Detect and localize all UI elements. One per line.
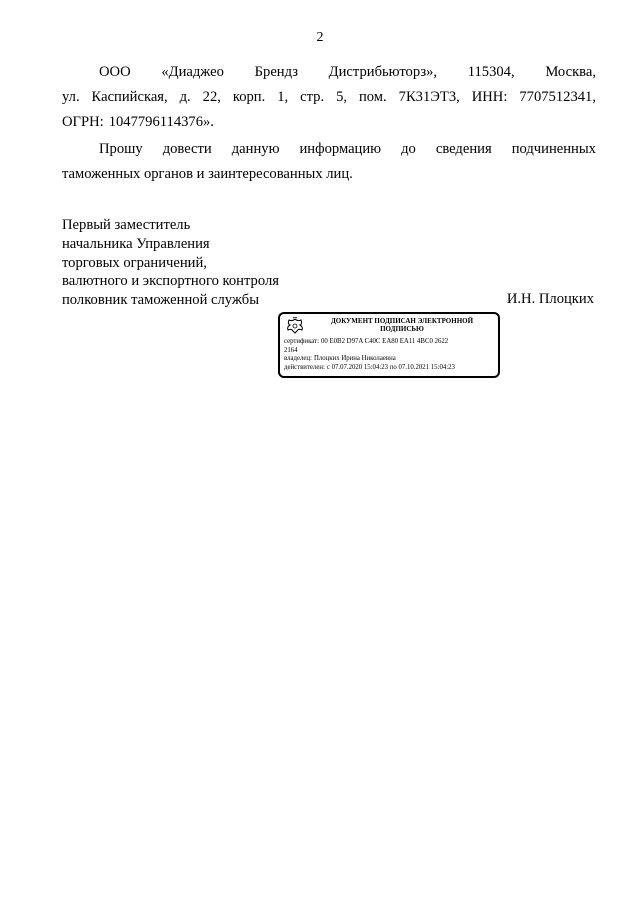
certificate-label: сертификат:	[284, 338, 319, 345]
word: 7707512341,	[519, 89, 596, 105]
word: Каспийская,	[91, 89, 168, 105]
word: 1047796114376».	[108, 114, 214, 130]
word: сведения	[435, 141, 492, 157]
word: данную	[231, 141, 280, 157]
signer-title-line: начальника Управления	[62, 235, 210, 252]
word: 1,	[277, 89, 289, 105]
coat-of-arms-icon	[284, 317, 306, 335]
owner-label: владелец:	[284, 355, 312, 363]
word: ООО	[99, 64, 131, 80]
word: 7К31ЭТ3,	[398, 89, 460, 105]
word: 22,	[202, 89, 221, 105]
word: 115304,	[467, 64, 515, 80]
word: Брендз	[254, 64, 298, 80]
line-text: таможенных органов и заинтересованных лиц.	[62, 166, 353, 182]
paragraph-recipient	[62, 60, 596, 135]
signer-name: И.Н. Плоцких	[506, 291, 594, 307]
paragraph-line	[62, 162, 596, 187]
word: «Диаджео	[161, 64, 224, 80]
paragraph-request	[62, 137, 596, 187]
certificate-row-cont	[284, 347, 494, 356]
validity-row	[284, 364, 494, 373]
signer-title-line: валютного и экспортного контроля	[62, 273, 279, 290]
word: подчиненных	[511, 141, 596, 157]
word: ул.	[62, 89, 80, 105]
word: информацию	[299, 141, 382, 157]
word: ИНН:	[471, 89, 508, 105]
word: ОГРН:	[62, 114, 104, 130]
electronic-signature-stamp	[278, 312, 500, 378]
paragraph-line	[62, 60, 596, 85]
certificate-row	[284, 338, 494, 347]
validity-label: действителен:	[284, 363, 325, 371]
word: 5,	[336, 89, 348, 105]
signer-title-line: Первый заместитель	[62, 217, 191, 233]
word: Москва,	[545, 64, 596, 80]
word: довести	[162, 141, 212, 157]
word: д.	[179, 89, 191, 105]
signer-title-line: торговых ограничений,	[62, 254, 207, 271]
stamp-title: ДОКУМЕНТ ПОДПИСАН ЭЛЕКТРОННОЙ ПОДПИСЬЮ	[330, 317, 474, 334]
signer-title	[62, 216, 279, 310]
validity-value: с 07.07.2020 15:04:23 по 07.10.2021 15:04:23	[326, 363, 455, 371]
paragraph-line	[62, 110, 596, 135]
stamp-header	[284, 317, 494, 335]
certificate-value-cont: 2164	[284, 346, 298, 354]
certificate-value: 00 E0B2 D97A C40C EA80 EA11 4BC0 2622	[320, 338, 449, 345]
word: Дистрибьюторз»,	[328, 64, 438, 80]
word: корп.	[232, 89, 266, 105]
word: до	[401, 141, 416, 157]
word: Прошу	[99, 141, 143, 157]
paragraph-line	[62, 85, 596, 110]
owner-row	[284, 355, 494, 364]
signer-title-line: полковник таможенной службы	[62, 292, 260, 309]
word: стр.	[300, 89, 325, 105]
paragraph-line	[62, 137, 596, 162]
owner-value: Плоцких Ирина Николаевна	[313, 355, 396, 363]
stamp-body	[284, 338, 494, 372]
page-number: 2	[316, 30, 324, 45]
word: пом.	[358, 89, 387, 105]
